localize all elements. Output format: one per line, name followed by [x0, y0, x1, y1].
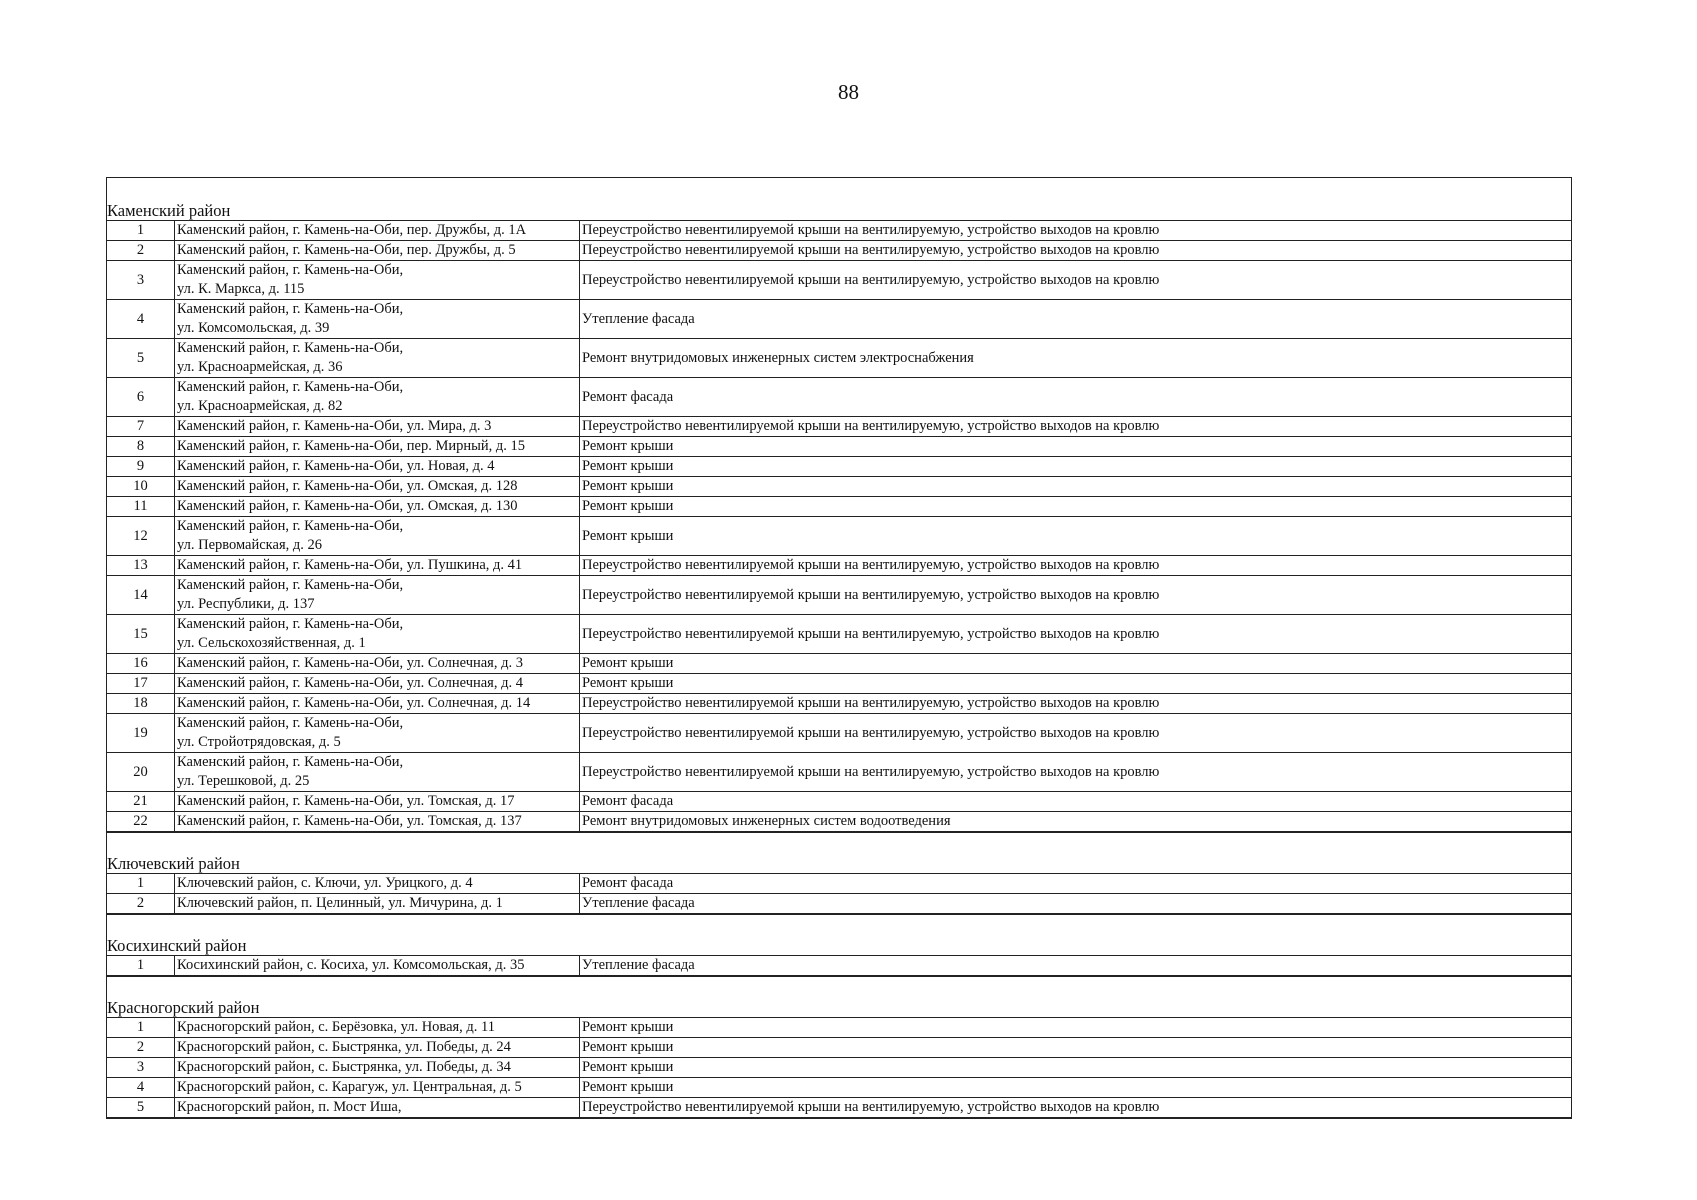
row-address	[175, 1098, 580, 1117]
address-line: ул. Красноармейская, д. 82	[177, 398, 343, 414]
row-number: 5	[107, 1098, 175, 1117]
address-line: Каменский район, г. Камень-на-Оби, ул. Пушкина, д. 41	[177, 557, 523, 573]
table-row	[107, 1038, 1571, 1058]
row-work-type: Переустройство невентилируемой крыши на вентилируемую, устройство выходов на кровлю	[582, 557, 1160, 573]
address-line: Каменский район, г. Камень-на-Оби, пер. Дружбы, д. 5	[177, 242, 516, 258]
table-row	[107, 300, 1571, 339]
row-address	[175, 556, 580, 575]
address-line: Каменский район, г. Камень-на-Оби, ул. Омская, д. 128	[177, 478, 518, 494]
address-line: ул. Комсомольская, д. 39	[177, 320, 330, 336]
repair-table	[106, 177, 1572, 1119]
row-work-type: Переустройство невентилируемой крыши на вентилируемую, устройство выходов на кровлю	[582, 222, 1160, 238]
address-line: ул. Стройотрядовская, д. 5	[177, 734, 341, 750]
address-line: Каменский район, г. Камень-на-Оби, ул. Солнечная, д. 3	[177, 655, 523, 671]
row-work-type: Утепление фасада	[582, 957, 695, 973]
address-line: Каменский район, г. Камень-на-Оби,	[177, 301, 404, 317]
table-row	[107, 792, 1571, 812]
row-number: 6	[107, 378, 175, 416]
row-work-type: Утепление фасада	[582, 895, 695, 911]
table-row	[107, 339, 1571, 378]
row-number: 7	[107, 417, 175, 436]
address-line: Каменский район, г. Камень-на-Оби,	[177, 518, 404, 534]
row-number: 1	[107, 956, 175, 975]
row-address	[175, 517, 580, 555]
row-number: 3	[107, 261, 175, 299]
address-line: Каменский район, г. Камень-на-Оби, пер. Мирный, д. 15	[177, 438, 526, 454]
row-work-type: Ремонт внутридомовых инженерных систем электроснабжения	[582, 349, 974, 366]
address-line: ул. К. Маркса, д. 115	[177, 281, 305, 297]
address-line: Ключевский район, с. Ключи, ул. Урицкого, д. 4	[177, 875, 473, 891]
district-title: Косихинский район	[107, 937, 1571, 956]
table-row	[107, 437, 1571, 457]
row-number: 8	[107, 437, 175, 456]
page-number: 88	[838, 80, 859, 104]
table-row	[107, 241, 1571, 261]
district-spacer	[107, 914, 1571, 937]
table-row	[107, 956, 1571, 976]
table-row	[107, 1078, 1571, 1098]
table-row	[107, 615, 1571, 654]
address-line: Красногорский район, с. Быстрянка, ул. Победы, д. 34	[177, 1059, 511, 1075]
row-number: 20	[107, 753, 175, 791]
row-address	[175, 437, 580, 456]
address-line: ул. Сельскохозяйственная, д. 1	[177, 635, 366, 651]
table-row	[107, 417, 1571, 437]
address-line: Каменский район, г. Камень-на-Оби,	[177, 616, 404, 632]
table-row	[107, 1098, 1571, 1118]
row-address	[175, 812, 580, 831]
address-line: Каменский район, г. Камень-на-Оби,	[177, 715, 404, 731]
row-number: 3	[107, 1058, 175, 1077]
district-block	[107, 937, 1571, 976]
table-row	[107, 497, 1571, 517]
district-title: Красногорский район	[107, 999, 1571, 1018]
row-work-type: Переустройство невентилируемой крыши на вентилируемую, устройство выходов на кровлю	[582, 724, 1160, 741]
district-block	[107, 202, 1571, 832]
table-row	[107, 894, 1571, 914]
row-address	[175, 261, 580, 299]
row-work-type: Ремонт крыши	[582, 1079, 674, 1095]
address-line: Красногорский район, с. Быстрянка, ул. Победы, д. 24	[177, 1039, 511, 1055]
row-address	[175, 1078, 580, 1097]
district-title: Ключевский район	[107, 855, 1571, 874]
row-number: 14	[107, 576, 175, 614]
row-address	[175, 457, 580, 476]
row-address	[175, 694, 580, 713]
row-address	[175, 241, 580, 260]
row-number: 1	[107, 221, 175, 240]
row-number: 15	[107, 615, 175, 653]
row-work-type: Утепление фасада	[582, 310, 695, 327]
row-address	[175, 378, 580, 416]
row-number: 16	[107, 654, 175, 673]
address-line: Каменский район, г. Камень-на-Оби,	[177, 379, 404, 395]
address-line: ул. Терешковой, д. 25	[177, 773, 310, 789]
table-row	[107, 654, 1571, 674]
row-work-type: Ремонт фасада	[582, 793, 674, 809]
row-number: 18	[107, 694, 175, 713]
row-number: 2	[107, 241, 175, 260]
row-work-type: Переустройство невентилируемой крыши на вентилируемую, устройство выходов на кровлю	[582, 271, 1160, 288]
district-title: Каменский район	[107, 202, 1571, 221]
district-spacer	[107, 976, 1571, 999]
row-address	[175, 956, 580, 975]
row-number: 2	[107, 1038, 175, 1057]
table-row	[107, 1018, 1571, 1038]
address-line: Каменский район, г. Камень-на-Оби, ул. Томская, д. 17	[177, 793, 515, 809]
district-block	[107, 999, 1571, 1118]
district-block	[107, 855, 1571, 914]
address-line: ул. Первомайская, д. 26	[177, 537, 322, 553]
address-line: Каменский район, г. Камень-на-Оби,	[177, 577, 404, 593]
row-number: 17	[107, 674, 175, 693]
row-work-type: Ремонт крыши	[582, 478, 674, 494]
row-number: 5	[107, 339, 175, 377]
row-address	[175, 1038, 580, 1057]
table-row	[107, 874, 1571, 894]
address-line: ул. Республики, д. 137	[177, 596, 315, 612]
address-line: Красногорский район, с. Карагуж, ул. Центральная, д. 5	[177, 1079, 522, 1095]
table-row	[107, 457, 1571, 477]
row-number: 21	[107, 792, 175, 811]
row-number: 1	[107, 1018, 175, 1037]
row-number: 19	[107, 714, 175, 752]
row-work-type: Переустройство невентилируемой крыши на вентилируемую, устройство выходов на кровлю	[582, 1099, 1160, 1115]
row-address	[175, 339, 580, 377]
row-number: 12	[107, 517, 175, 555]
row-address	[175, 714, 580, 752]
row-work-type: Ремонт крыши	[582, 1039, 674, 1055]
address-line: Каменский район, г. Камень-на-Оби, ул. Солнечная, д. 4	[177, 675, 523, 691]
table-row	[107, 714, 1571, 753]
row-work-type: Ремонт фасада	[582, 388, 674, 405]
table-top-blank	[107, 178, 1571, 202]
address-line: Каменский район, г. Камень-на-Оби, ул. Мира, д. 3	[177, 418, 492, 434]
row-number: 9	[107, 457, 175, 476]
table-row	[107, 1058, 1571, 1078]
address-line: Ключевский район, п. Целинный, ул. Мичурина, д. 1	[177, 895, 503, 911]
row-work-type: Ремонт крыши	[582, 1059, 674, 1075]
row-number: 11	[107, 497, 175, 516]
address-line: Красногорский район, п. Мост Иша,	[177, 1099, 402, 1115]
row-number: 4	[107, 1078, 175, 1097]
address-line: Каменский район, г. Камень-на-Оби, ул. Омская, д. 130	[177, 498, 518, 514]
row-work-type: Переустройство невентилируемой крыши на вентилируемую, устройство выходов на кровлю	[582, 418, 1160, 434]
row-address	[175, 674, 580, 693]
row-address	[175, 221, 580, 240]
address-line: ул. Красноармейская, д. 36	[177, 359, 343, 375]
row-work-type: Ремонт крыши	[582, 458, 674, 474]
row-address	[175, 300, 580, 338]
row-address	[175, 576, 580, 614]
row-address	[175, 417, 580, 436]
row-number: 10	[107, 477, 175, 496]
row-address	[175, 497, 580, 516]
row-address	[175, 1018, 580, 1037]
row-number: 13	[107, 556, 175, 575]
row-number: 1	[107, 874, 175, 893]
row-work-type: Ремонт крыши	[582, 498, 674, 514]
district-spacer	[107, 832, 1571, 855]
address-line: Каменский район, г. Камень-на-Оби, ул. Томская, д. 137	[177, 813, 522, 829]
address-line: Каменский район, г. Камень-на-Оби,	[177, 754, 404, 770]
address-line: Красногорский район, с. Берёзовка, ул. Новая, д. 11	[177, 1019, 496, 1035]
row-address	[175, 792, 580, 811]
table-row	[107, 556, 1571, 576]
row-address	[175, 654, 580, 673]
row-work-type: Переустройство невентилируемой крыши на вентилируемую, устройство выходов на кровлю	[582, 695, 1160, 711]
row-address	[175, 477, 580, 496]
table-row	[107, 812, 1571, 832]
row-work-type: Переустройство невентилируемой крыши на вентилируемую, устройство выходов на кровлю	[582, 763, 1160, 780]
row-number: 4	[107, 300, 175, 338]
table-row	[107, 517, 1571, 556]
table-row	[107, 378, 1571, 417]
address-line: Каменский район, г. Камень-на-Оби,	[177, 262, 404, 278]
address-line: Каменский район, г. Камень-на-Оби, пер. Дружбы, д. 1А	[177, 222, 527, 238]
row-work-type: Ремонт внутридомовых инженерных систем водоотведения	[582, 813, 951, 829]
table-row	[107, 221, 1571, 241]
row-address	[175, 615, 580, 653]
row-address	[175, 1058, 580, 1077]
row-work-type: Ремонт крыши	[582, 438, 674, 454]
row-work-type: Переустройство невентилируемой крыши на вентилируемую, устройство выходов на кровлю	[582, 586, 1160, 603]
row-number: 2	[107, 894, 175, 913]
row-number: 22	[107, 812, 175, 831]
table-row	[107, 477, 1571, 497]
table-row	[107, 753, 1571, 792]
row-address	[175, 874, 580, 893]
row-address	[175, 753, 580, 791]
row-work-type: Ремонт крыши	[582, 655, 674, 671]
address-line: Косихинский район, с. Косиха, ул. Комсомольская, д. 35	[177, 957, 525, 973]
address-line: Каменский район, г. Камень-на-Оби,	[177, 340, 404, 356]
row-address	[175, 894, 580, 913]
row-work-type: Переустройство невентилируемой крыши на вентилируемую, устройство выходов на кровлю	[582, 625, 1160, 642]
row-work-type: Переустройство невентилируемой крыши на вентилируемую, устройство выходов на кровлю	[582, 242, 1160, 258]
address-line: Каменский район, г. Камень-на-Оби, ул. Новая, д. 4	[177, 458, 495, 474]
table-row	[107, 576, 1571, 615]
row-work-type: Ремонт крыши	[582, 1019, 674, 1035]
row-work-type: Ремонт фасада	[582, 875, 674, 891]
table-row	[107, 674, 1571, 694]
row-work-type: Ремонт крыши	[582, 527, 674, 544]
table-row	[107, 261, 1571, 300]
address-line: Каменский район, г. Камень-на-Оби, ул. Солнечная, д. 14	[177, 695, 531, 711]
row-work-type: Ремонт крыши	[582, 675, 674, 691]
table-row	[107, 694, 1571, 714]
